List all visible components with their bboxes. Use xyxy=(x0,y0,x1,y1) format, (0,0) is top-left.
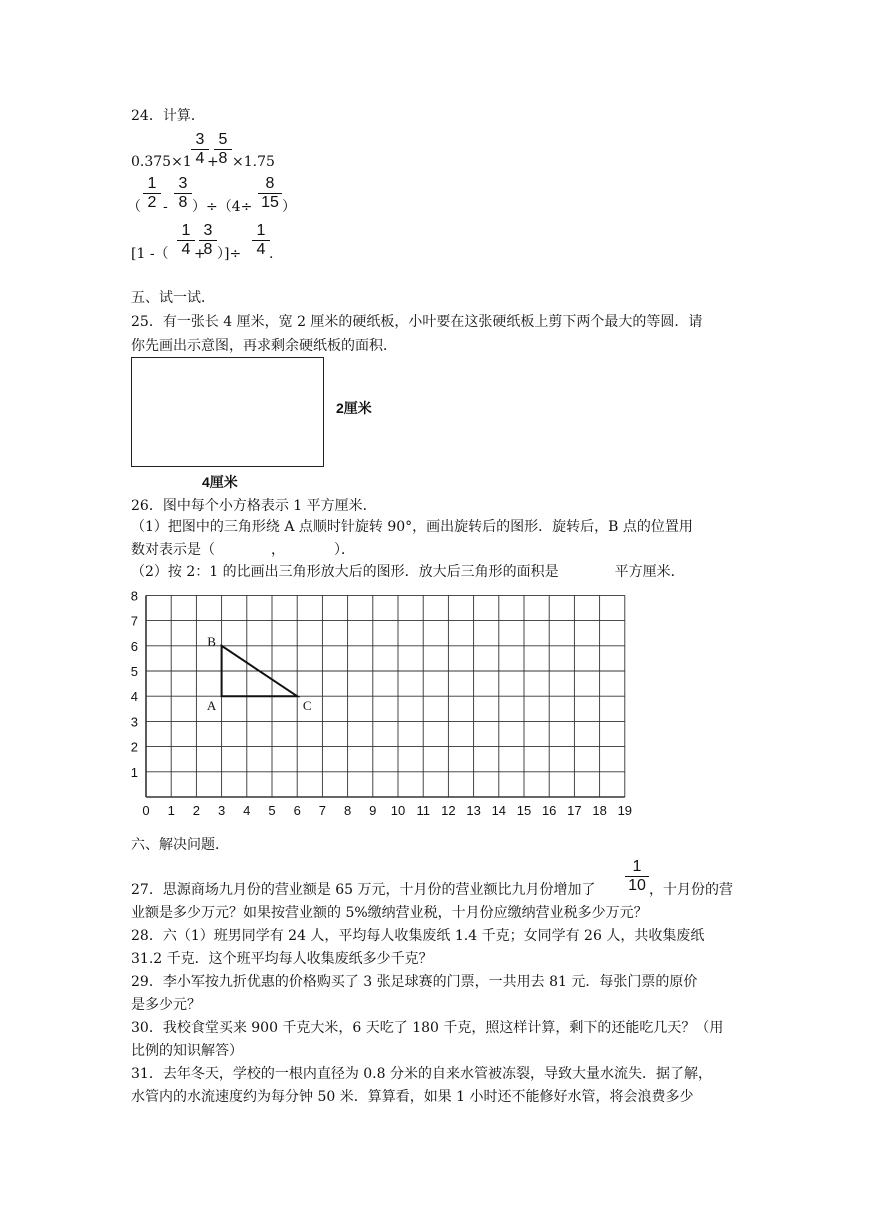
x-tick-label: 11 xyxy=(416,803,430,818)
q24-expr1-fraction-2 xyxy=(214,131,232,168)
x-tick-label: 13 xyxy=(466,803,481,818)
point-label-b: B xyxy=(207,633,216,649)
y-tick-label: 8 xyxy=(130,588,138,604)
q24-expr3-fraction-1 xyxy=(177,222,195,259)
numerator: 1 xyxy=(625,858,649,877)
x-tick-label: 19 xyxy=(617,803,633,818)
y-tick-label: 7 xyxy=(130,613,138,629)
x-tick-label: 1 xyxy=(167,803,175,818)
q24-expr3-fraction-3 xyxy=(252,222,270,259)
denominator: 8 xyxy=(178,194,188,211)
q24-expr1-plus: + xyxy=(207,154,219,170)
q26-line-3: 数对表示是（ ， ）． xyxy=(131,542,355,558)
q31-line-1: 31．去年冬天，学校的一根内直径为 0.8 分米的自来水管被冻裂，导致大量水流失．据了解， xyxy=(131,1066,712,1082)
numerator: 3 xyxy=(191,131,209,150)
q29-line-2: 是多少元？ xyxy=(131,997,201,1013)
x-tick-label: 12 xyxy=(441,803,456,818)
x-tick-label: 4 xyxy=(243,803,251,818)
q24-title: 24．计算． xyxy=(131,108,205,124)
q28-line-1: 28．六（1）班男同学有 24 人，平均每人收集废纸 1.4 千克；女同学有 26 人，共收集废纸 xyxy=(131,928,705,944)
q26-line-1: 26．图中每个小方格表示 1 平方厘米． xyxy=(131,498,377,514)
x-tick-label: 0 xyxy=(142,803,150,818)
numerator: 3 xyxy=(174,175,192,194)
q29-line-1: 29．李小军按九折优惠的价格购买了 3 张足球赛的门票，一共用去 81 元．每张门票的原价 xyxy=(131,974,698,990)
q24-expr3-fraction-2 xyxy=(199,222,217,259)
q27-line-1b: ，十月份的营 xyxy=(649,882,733,898)
q24-expr3-open: [1 -（ xyxy=(131,246,169,262)
cardboard-rectangle xyxy=(131,357,324,467)
y-tick-label: 1 xyxy=(130,764,138,780)
q25-line-1: 25．有一张长 4 厘米，宽 2 厘米的硬纸板，小叶要在这张硬纸板上剪下两个最大的等圆．请 xyxy=(131,314,703,330)
q24-expr2-fraction-3 xyxy=(258,175,282,212)
q30-line-2: 比例的知识解答） xyxy=(131,1043,243,1059)
x-tick-label: 15 xyxy=(516,803,532,818)
x-tick-label: 7 xyxy=(318,803,327,818)
q24-expr1-prefix: 0.375×1 xyxy=(131,154,192,170)
y-tick-label: 3 xyxy=(130,714,138,730)
q24-expr3-close: . xyxy=(269,246,274,262)
x-tick-label: 2 xyxy=(192,803,201,818)
denominator: 8 xyxy=(218,150,228,167)
numerator: 5 xyxy=(214,131,232,150)
length-label: 4厘米 xyxy=(202,474,238,490)
y-tick-label: 6 xyxy=(130,638,138,654)
x-tick-label: 8 xyxy=(343,803,352,818)
numerator: 1 xyxy=(143,175,161,194)
point-label-a: A xyxy=(206,698,217,714)
numerator: 1 xyxy=(177,222,195,241)
q27-line-2: 业额是多少万元？如果按营业额的 5%缴纳营业税，十月份应缴纳营业税多少万元？ xyxy=(131,905,648,921)
q24-expr3-mid: ）]÷ xyxy=(217,246,242,262)
y-tick-label: 5 xyxy=(130,664,138,679)
numerator: 8 xyxy=(258,175,282,194)
q24-expr2-close: ） xyxy=(282,199,296,215)
x-tick-label: 9 xyxy=(369,803,377,818)
section-5-title: 五、试一试． xyxy=(131,290,215,306)
point-label-c: C xyxy=(302,698,312,714)
q26-line-4: （2）按 2：1 的比画出三角形放大后的图形．放大后三角形的面积是 平方厘米． xyxy=(131,564,685,580)
x-tick-label: 3 xyxy=(217,803,226,818)
q27-line-1a: 27．思源商场九月份的营业额是 65 万元，十月份的营业额比九月份增加了 xyxy=(131,882,596,898)
x-tick-label: 18 xyxy=(592,803,607,818)
numerator: 3 xyxy=(199,222,217,241)
q24-expr3-plus: + xyxy=(194,246,206,262)
q24-expr2-open: （ xyxy=(127,199,141,215)
q31-line-2: 水管内的水流速度约为每分钟 50 米．算算看，如果 1 小时还不能修好水管，将会浪费多少 xyxy=(131,1089,694,1105)
q24-expr1-suffix: ×1.75 xyxy=(232,154,275,170)
q25-line-2: 你先画出示意图，再求剩余硬纸板的面积． xyxy=(131,338,397,354)
q28-line-2: 31.2 千克．这个班平均每人收集废纸多少千克？ xyxy=(131,951,433,967)
q24-expr2-mid: ）÷（4÷ xyxy=(192,199,253,215)
x-tick-label: 5 xyxy=(268,803,276,818)
numerator: 1 xyxy=(252,222,270,241)
denominator: 4 xyxy=(256,241,266,258)
denominator: 2 xyxy=(147,194,157,211)
denominator: 15 xyxy=(261,194,279,211)
q24-expr2-fraction-1 xyxy=(143,175,161,212)
denominator: 4 xyxy=(195,150,205,167)
width-label: 2厘米 xyxy=(336,400,372,416)
x-tick-label: 17 xyxy=(567,803,582,818)
x-tick-label: 6 xyxy=(293,803,301,818)
x-tick-label: 14 xyxy=(491,803,507,818)
section-6-title: 六、解决问题． xyxy=(131,837,229,853)
q26-line-2: （1）把图中的三角形绕 A 点顺时针旋转 90°，画出旋转后的图形．旋转后，B 点的位置用 xyxy=(131,519,693,535)
y-tick-label: 4 xyxy=(130,689,138,705)
denominator: 10 xyxy=(628,877,646,894)
q24-expr2-fraction-2 xyxy=(174,175,192,212)
denominator: 8 xyxy=(203,241,213,258)
y-tick-label: 2 xyxy=(130,739,138,755)
x-tick-label: 10 xyxy=(390,803,406,818)
q30-line-1: 30．我校食堂买来 900 千克大米，6 天吃了 180 千克，照这样计算，剩下的还能吃几天？（用 xyxy=(131,1020,724,1036)
q27-fraction xyxy=(625,858,649,895)
q24-expr2-minus: - xyxy=(163,199,168,215)
x-tick-label: 16 xyxy=(541,803,557,818)
coordinate-grid xyxy=(118,580,638,820)
denominator: 4 xyxy=(181,241,191,258)
